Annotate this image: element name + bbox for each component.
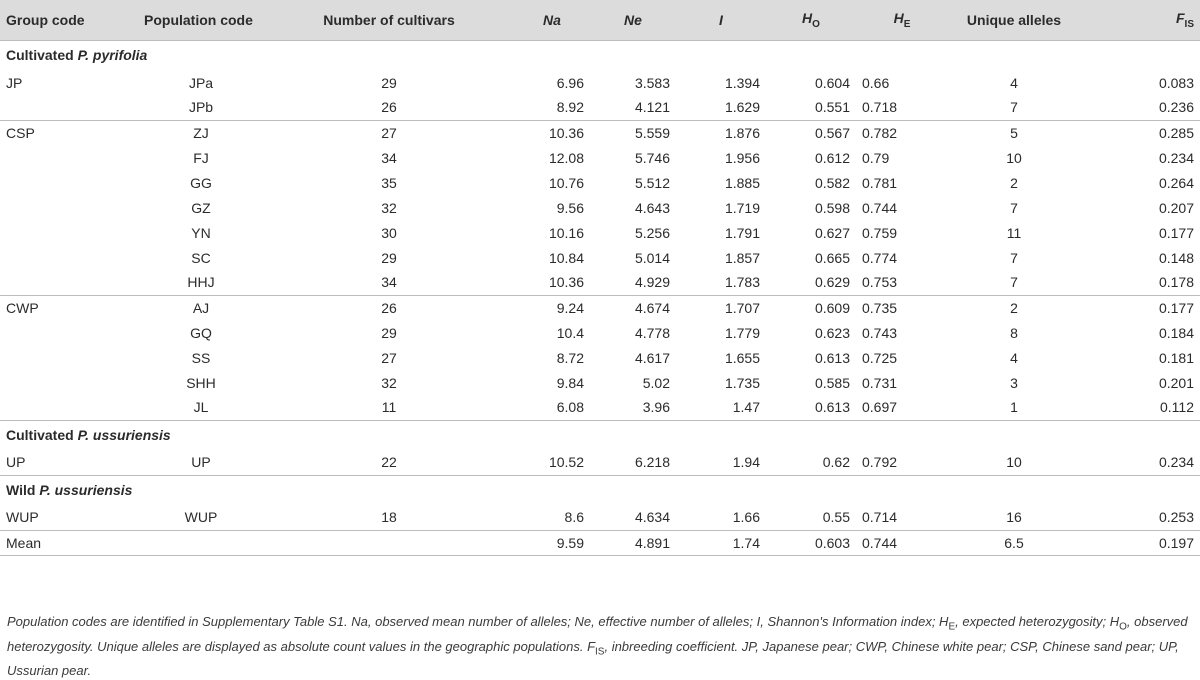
cell-unique-alleles: 7 <box>1010 249 1018 266</box>
footnote-sub-1: E <box>948 621 956 633</box>
table-row <box>0 220 1200 245</box>
header-he-base: H <box>893 9 904 26</box>
cell-he: 0.753 <box>862 274 898 291</box>
cell-ho: 0.623 <box>814 324 850 341</box>
cell-ne: 5.02 <box>642 374 670 391</box>
table-body <box>0 40 1200 555</box>
cell-ho: 0.604 <box>814 74 850 91</box>
footnote-part-4: , inbreeding coefficient. JP, Japanese pear; CWP, Chinese white pear; CSP, Chinese sand pear; UP, Ussurian pear. <box>7 638 1179 679</box>
cell-he: 0.725 <box>862 349 898 366</box>
cell-ho: 0.585 <box>814 374 850 391</box>
mean-cell-ho: 0.603 <box>814 534 850 551</box>
header-row <box>0 0 1200 40</box>
cell-i: 1.394 <box>724 74 760 91</box>
cell-population-code: JPa <box>188 74 214 91</box>
cell-ho: 0.55 <box>822 509 850 526</box>
cell-population-code: HHJ <box>187 274 215 291</box>
cell-na: 10.84 <box>548 249 584 266</box>
cell-number-of-cultivars: 29 <box>381 74 397 91</box>
cell-group-code: UP <box>6 454 26 471</box>
table-row <box>0 295 1200 320</box>
cell-population-code: GQ <box>190 324 212 341</box>
cell-na: 8.92 <box>556 99 584 116</box>
cell-number-of-cultivars: 11 <box>381 399 397 416</box>
cell-fis: 0.184 <box>1158 324 1194 341</box>
cell-group-code: JP <box>6 74 23 91</box>
table-row <box>0 70 1200 95</box>
table-row <box>0 370 1200 395</box>
cell-i: 1.719 <box>724 199 760 216</box>
cell-fis: 0.234 <box>1158 149 1194 166</box>
cell-na: 9.56 <box>556 199 584 216</box>
table-row <box>0 145 1200 170</box>
mean-cell-na: 9.59 <box>556 534 584 551</box>
cell-ho: 0.627 <box>814 224 850 241</box>
footnote-sub-3: IS <box>595 646 605 658</box>
mean-cell-unique-alleles: 6.5 <box>1004 534 1024 551</box>
cell-ho: 0.665 <box>814 249 850 266</box>
mean-cell-population-code <box>138 530 264 555</box>
header-population-code: Population code <box>144 11 253 28</box>
header-ho <box>766 0 856 40</box>
header-ho-sub: O <box>812 18 820 30</box>
cell-population-code: GZ <box>191 199 211 216</box>
cell-i: 1.956 <box>724 149 760 166</box>
section-title-prefix: Cultivated <box>6 427 78 444</box>
cell-unique-alleles: 3 <box>1010 374 1018 391</box>
cell-ne: 4.634 <box>634 509 670 526</box>
table-row <box>0 505 1200 530</box>
cell-he: 0.66 <box>862 74 890 91</box>
cell-he: 0.731 <box>862 374 898 391</box>
cell-na: 9.84 <box>556 374 584 391</box>
cell-ho: 0.598 <box>814 199 850 216</box>
cell-na: 6.96 <box>556 74 584 91</box>
table-row <box>0 270 1200 295</box>
cell-he: 0.782 <box>862 124 898 141</box>
cell-fis: 0.236 <box>1158 99 1194 116</box>
cell-group-code <box>0 395 138 420</box>
cell-ho: 0.609 <box>814 299 850 316</box>
cell-ne: 5.746 <box>634 149 670 166</box>
cell-fis: 0.112 <box>1160 399 1194 416</box>
footnote-part-1: Population codes are identified in Supplementary Table S1. Na, observed mean number of alleles; Ne, effective number of alleles; I, Shannon's Information index; H <box>7 614 949 629</box>
cell-na: 9.24 <box>556 299 584 316</box>
cell-he: 0.774 <box>862 249 898 266</box>
table-row <box>0 95 1200 120</box>
table-row <box>0 120 1200 145</box>
cell-population-code: AJ <box>192 299 210 316</box>
cell-na: 10.4 <box>556 324 584 341</box>
cell-ne: 5.014 <box>634 249 670 266</box>
cell-group-code: CWP <box>6 299 39 316</box>
cell-number-of-cultivars: 27 <box>381 124 397 141</box>
cell-population-code: SHH <box>186 374 216 391</box>
cell-unique-alleles: 10 <box>1006 454 1022 471</box>
cell-i: 1.66 <box>732 509 760 526</box>
table-row <box>0 170 1200 195</box>
cell-unique-alleles: 2 <box>1010 174 1018 191</box>
cell-na: 10.16 <box>548 224 584 241</box>
cell-he: 0.718 <box>862 99 898 116</box>
mean-cell-fis: 0.197 <box>1158 534 1194 551</box>
section-title-prefix: Cultivated <box>6 47 78 64</box>
cell-i: 1.655 <box>724 349 760 366</box>
cell-ho: 0.62 <box>822 454 850 471</box>
cell-ho: 0.612 <box>814 149 850 166</box>
cell-group-code <box>0 345 138 370</box>
cell-i: 1.783 <box>724 274 760 291</box>
section-header-row <box>0 475 1200 505</box>
cell-fis: 0.177 <box>1158 299 1194 316</box>
cell-fis: 0.264 <box>1158 174 1194 191</box>
cell-he: 0.781 <box>862 174 898 191</box>
header-ho-base: H <box>802 9 813 26</box>
header-fis-sub: IS <box>1184 18 1194 30</box>
cell-ne: 6.218 <box>634 454 670 471</box>
mean-cell-he: 0.744 <box>862 534 898 551</box>
cell-na: 10.36 <box>548 274 584 291</box>
cell-he: 0.735 <box>862 299 898 316</box>
cell-i: 1.629 <box>724 99 760 116</box>
cell-number-of-cultivars: 18 <box>381 509 397 526</box>
cell-group-code <box>0 195 138 220</box>
mean-row <box>0 530 1200 555</box>
cell-group-code: CSP <box>6 124 35 141</box>
cell-group-code <box>0 95 138 120</box>
footnote-part-2: , expected heterozygosity; H <box>955 614 1120 629</box>
table-footnote <box>7 612 1195 680</box>
mean-cell-ne: 4.891 <box>634 534 670 551</box>
table-row <box>0 395 1200 420</box>
cell-ne: 4.778 <box>634 324 670 341</box>
cell-unique-alleles: 5 <box>1010 124 1018 141</box>
cell-unique-alleles: 11 <box>1006 224 1022 241</box>
cell-ho: 0.567 <box>814 124 850 141</box>
cell-number-of-cultivars: 32 <box>381 374 397 391</box>
table-row <box>0 195 1200 220</box>
cell-number-of-cultivars: 27 <box>381 349 397 366</box>
cell-fis: 0.285 <box>1158 124 1194 141</box>
cell-i: 1.857 <box>724 249 760 266</box>
cell-na: 8.6 <box>564 509 584 526</box>
cell-population-code: SC <box>191 249 211 266</box>
cell-ho: 0.551 <box>814 99 850 116</box>
header-ne: Ne <box>624 11 642 28</box>
footnote-part-3: , observed heterozygosity. Unique alleles are displayed as absolute count values in the geographic populations. F <box>7 614 1188 654</box>
cell-he: 0.744 <box>862 199 898 216</box>
cell-i: 1.707 <box>724 299 760 316</box>
cell-group-code <box>0 320 138 345</box>
header-i: I <box>719 11 723 28</box>
cell-fis: 0.178 <box>1158 274 1194 291</box>
cell-group-code <box>0 370 138 395</box>
cell-group-code <box>0 170 138 195</box>
cell-na: 12.08 <box>548 149 584 166</box>
section-header-row <box>0 40 1200 70</box>
cell-unique-alleles: 16 <box>1006 509 1022 526</box>
table-row <box>0 345 1200 370</box>
section-title-species: P. ussuriensis <box>77 427 171 444</box>
cell-number-of-cultivars: 35 <box>381 174 397 191</box>
table-header <box>0 0 1200 40</box>
cell-unique-alleles: 8 <box>1010 324 1018 341</box>
cell-ne: 3.96 <box>642 399 670 416</box>
table-row <box>0 320 1200 345</box>
header-number-of-cultivars: Number of cultivars <box>323 11 455 28</box>
cell-he: 0.697 <box>862 399 898 416</box>
cell-population-code: ZJ <box>193 124 209 141</box>
cell-number-of-cultivars: 29 <box>381 249 397 266</box>
footnote-sub-2: O <box>1119 621 1127 633</box>
cell-fis: 0.234 <box>1158 454 1194 471</box>
cell-population-code: WUP <box>184 509 218 526</box>
cell-number-of-cultivars: 34 <box>381 274 397 291</box>
section-title <box>0 475 1200 505</box>
section-title-species: P. ussuriensis <box>39 482 133 499</box>
section-title-species: P. pyrifolia <box>77 47 148 64</box>
cell-i: 1.47 <box>732 399 760 416</box>
cell-i: 1.791 <box>724 224 760 241</box>
cell-unique-alleles: 2 <box>1010 299 1018 316</box>
cell-number-of-cultivars: 30 <box>381 224 397 241</box>
section-title <box>0 40 1200 70</box>
cell-fis: 0.201 <box>1158 374 1194 391</box>
cell-na: 10.76 <box>548 174 584 191</box>
cell-ne: 4.121 <box>634 99 670 116</box>
cell-population-code: UP <box>191 454 211 471</box>
cell-population-code: YN <box>191 224 211 241</box>
cell-group-code <box>0 145 138 170</box>
cell-ne: 5.256 <box>634 224 670 241</box>
cell-ne: 5.512 <box>634 174 670 191</box>
mean-cell-number-of-cultivars <box>264 530 514 555</box>
section-title <box>0 420 1200 450</box>
cell-fis: 0.181 <box>1158 349 1194 366</box>
cell-ne: 4.617 <box>634 349 670 366</box>
table-row <box>0 245 1200 270</box>
cell-group-code: WUP <box>6 509 39 526</box>
cell-ho: 0.613 <box>814 349 850 366</box>
cell-unique-alleles: 4 <box>1010 74 1018 91</box>
header-unique-alleles: Unique alleles <box>966 11 1062 28</box>
cell-population-code: SS <box>191 349 211 366</box>
cell-unique-alleles: 7 <box>1010 199 1018 216</box>
cell-i: 1.735 <box>724 374 760 391</box>
cell-na: 10.36 <box>548 124 584 141</box>
section-header-row <box>0 420 1200 450</box>
cell-fis: 0.207 <box>1158 199 1194 216</box>
cell-population-code: GG <box>190 174 212 191</box>
header-na: Na <box>543 11 561 28</box>
cell-fis: 0.253 <box>1158 509 1194 526</box>
cell-number-of-cultivars: 29 <box>381 324 397 341</box>
cell-fis: 0.148 <box>1158 249 1194 266</box>
cell-population-code: JL <box>193 399 209 416</box>
cell-he: 0.743 <box>862 324 898 341</box>
cell-group-code <box>0 220 138 245</box>
cell-number-of-cultivars: 34 <box>381 149 397 166</box>
cell-number-of-cultivars: 26 <box>381 99 397 116</box>
cell-ne: 4.643 <box>634 199 670 216</box>
cell-he: 0.714 <box>862 509 898 526</box>
cell-ho: 0.613 <box>814 399 850 416</box>
mean-cell-group-code: Mean <box>6 534 42 551</box>
cell-group-code <box>0 245 138 270</box>
cell-unique-alleles: 7 <box>1010 99 1018 116</box>
cell-unique-alleles: 1 <box>1010 399 1018 416</box>
cell-fis: 0.177 <box>1158 224 1194 241</box>
header-group-code: Group code <box>6 11 85 28</box>
cell-number-of-cultivars: 32 <box>381 199 397 216</box>
cell-ne: 5.559 <box>634 124 670 141</box>
cell-population-code: FJ <box>193 149 209 166</box>
cell-i: 1.779 <box>724 324 760 341</box>
cell-i: 1.876 <box>724 124 760 141</box>
cell-unique-alleles: 7 <box>1010 274 1018 291</box>
cell-ne: 3.583 <box>634 74 670 91</box>
cell-fis: 0.083 <box>1158 74 1194 91</box>
cell-i: 1.94 <box>732 454 760 471</box>
cell-he: 0.759 <box>862 224 898 241</box>
cell-he: 0.79 <box>862 149 890 166</box>
cell-number-of-cultivars: 26 <box>381 299 397 316</box>
cell-na: 8.72 <box>556 349 584 366</box>
cell-na: 10.52 <box>548 454 584 471</box>
section-title-prefix: Wild <box>6 482 40 499</box>
cell-group-code <box>0 270 138 295</box>
cell-unique-alleles: 10 <box>1006 149 1022 166</box>
cell-ne: 4.674 <box>634 299 670 316</box>
cell-na: 6.08 <box>556 399 584 416</box>
header-he <box>856 0 948 40</box>
header-he-sub: E <box>903 18 911 30</box>
header-fis-base: F <box>1175 9 1185 26</box>
cell-population-code: JPb <box>188 99 214 116</box>
header-fis <box>1080 0 1200 40</box>
cell-ho: 0.629 <box>814 274 850 291</box>
table-row <box>0 450 1200 475</box>
mean-cell-i: 1.74 <box>732 534 760 551</box>
cell-unique-alleles: 4 <box>1010 349 1018 366</box>
cell-he: 0.792 <box>862 454 898 471</box>
cell-i: 1.885 <box>724 174 760 191</box>
cell-ne: 4.929 <box>634 274 670 291</box>
cell-ho: 0.582 <box>814 174 850 191</box>
cell-number-of-cultivars: 22 <box>381 454 397 471</box>
